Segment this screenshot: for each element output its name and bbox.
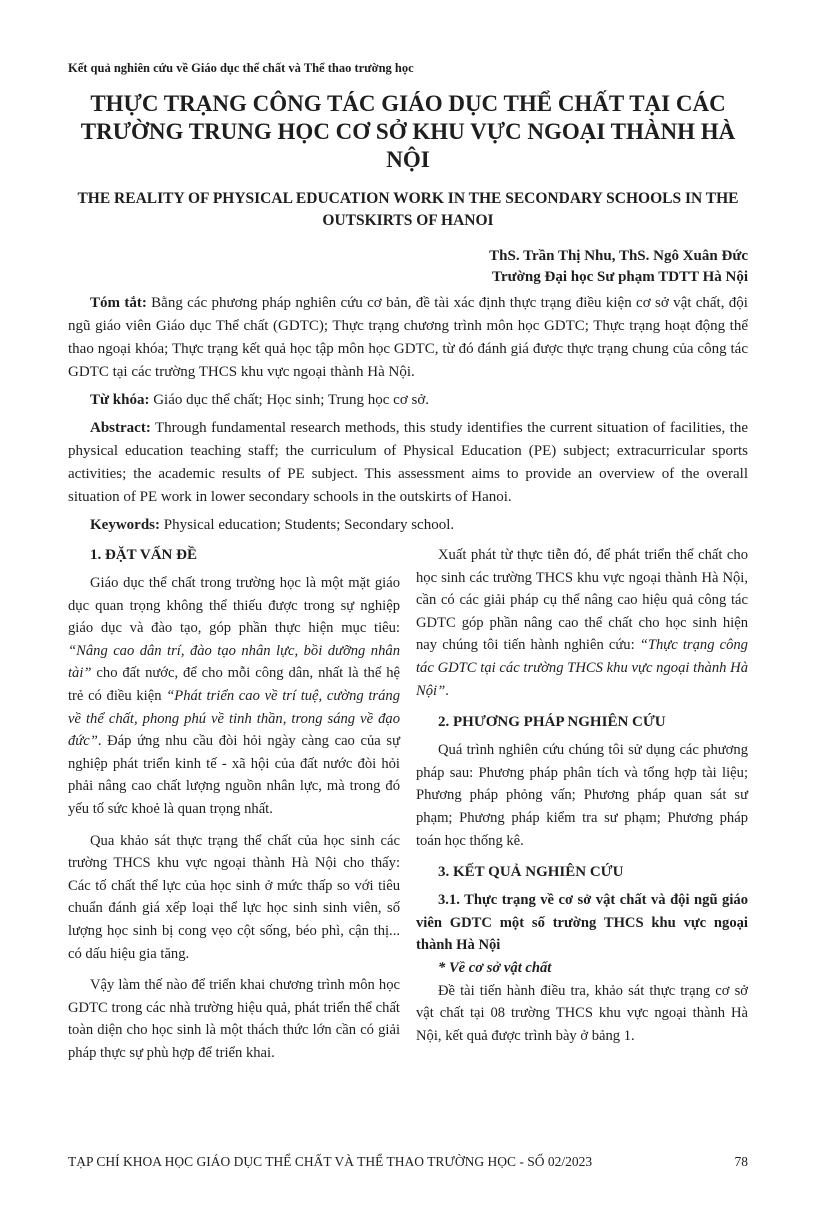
quote: “Nâng cao dân trí, đào tạo nhân lực, bồi dưỡng nhân tài” (68, 642, 400, 682)
section-heading: 1. ĐẶT VẤN ĐỀ (90, 547, 197, 563)
label: Abstract: (90, 420, 151, 436)
label: Tóm tắt: (90, 295, 147, 311)
page-number: 78 (734, 1154, 748, 1169)
section-heading: 3. KẾT QUẢ NGHIÊN CỨU (438, 864, 624, 881)
paragraph: Vậy làm thế nào để triển khai chương trình môn học GDTC trong các nhà trường hiệu quả, phát triển thể chất toàn diện cho học sinh là một thách thức lớn cần có giải pháp thực sự phù hợp để triển khai. (68, 977, 400, 1061)
page (68, 0, 748, 1170)
abstract-english (68, 417, 748, 509)
title-english: THE REALITY OF PHYSICAL EDUCATION WORK IN THE SECONDARY SCHOOLS IN THE OUTSKIRTS OF HANOI (77, 190, 739, 229)
text: . Đáp ứng nhu cầu đòi hỏi ngày càng cao của sự nghiệp phát triển kinh tế - xã hội của đất nước đòi hỏi phải nâng cao chất lượng nguồn nhân lực, mà trong đó yếu tố sức khoẻ là quan trọng nhất. (68, 733, 400, 817)
text: Through fundamental research methods, this study identifies the current situation of facilities, the physical education teaching staff; the curriculum of Physical Education (PE) subject; extracurricular sports activities; the academic results of PE subject. This assessment aims to provide an overview of the overall situation of PE work in lower secondary schools in the outskirts of Hanoi. (68, 420, 748, 505)
subsection-heading: 3.1. Thực trạng về cơ sở vật chất và đội ngũ giáo viên GDTC một số trường THCS khu vực ngoại thành Hà Nội (416, 892, 748, 954)
subsection-subheading (416, 957, 748, 980)
journal-name: TẠP CHÍ KHOA HỌC GIÁO DỤC THỂ CHẤT VÀ THỂ THAO TRƯỜNG HỌC - SỐ 02/2023 (68, 1154, 593, 1169)
left-column (68, 544, 400, 1073)
text: Physical education; Students; Secondary school. (160, 517, 455, 533)
keywords-english (68, 514, 748, 537)
paragraph: Đề tài tiến hành điều tra, khảo sát thực trạng cơ sở vật chất tại 08 trường THCS khu vực ngoại thành Hà Nội, kết quả được trình bày ở bảng 1. (416, 982, 748, 1044)
keywords-vietnamese (68, 389, 748, 412)
abstract-block (68, 292, 748, 542)
text: Xuất phát từ thực tiễn đó, để phát triển thể chất cho học sinh các trường THCS khu vực ngoại thành Hà Nội, cần có các giải pháp cụ thể nâng cao hiệu quả công tác GDTC góp phần nâng cao thể chất cho học sinh hiện nay chúng tôi tiến hành nghiên cứu: (416, 547, 748, 654)
section-heading: 2. PHƯƠNG PHÁP NGHIÊN CỨU (438, 714, 666, 731)
author-block (68, 246, 748, 288)
text: . (445, 682, 449, 699)
label: Keywords: (90, 517, 160, 533)
paragraph: Quá trình nghiên cứu chúng tôi sử dụng các phương pháp sau: Phương pháp phân tích và tổng hợp tài liệu; Phương pháp phỏng vấn; Phương pháp quan sát sư phạm; Phương pháp kiểm tra sư phạm; Phương pháp toán học thống kê. (416, 742, 748, 849)
paragraph (416, 544, 748, 702)
label: Từ khóa: (90, 392, 150, 408)
text: Giáo dục thể chất trong trường học là một mặt giáo dục quan trọng không thể thiếu được trong sự nghiệp giáo dục và đào tạo, góp phần thực hiện mục tiêu: (68, 575, 400, 637)
page-footer (68, 1142, 748, 1170)
quote: “Phát triển cao về trí tuệ, cường tráng về thể chất, phong phú về tinh thần, trong sáng về đạo đức” (68, 687, 400, 750)
text: Bằng các phương pháp nghiên cứu cơ bản, đề tài xác định thực trạng điều kiện cơ sở vật chất, đội ngũ giáo viên Giáo dục Thể chất (GDTC); Thực trạng chương trình môn học GDTC; Thực trạng hoạt động thể thao ngoại khóa; Thực trạng kết quả học tập môn học GDTC, từ đó đánh giá được thực trạng chung của công tác GDTC tại các trường THCS khu vực ngoại thành Hà Nội. (68, 295, 748, 380)
quote: “Thực trạng công tác GDTC tại các trường THCS khu vực ngoại thành Hà Nội” (416, 637, 748, 699)
authors: ThS. Trần Thị Nhu, ThS. Ngô Xuân Đức (489, 248, 748, 264)
paragraph: Qua khảo sát thực trạng thể chất của học sinh các trường THCS khu vực ngoại thành Hà Nội cho thấy: Các tố chất thể lực của học sinh ở mức thấp so với tiêu chuẩn đánh giá xếp loại thể lực học sinh sinh viên, số lượng học sinh bị cong vẹo cột sống, béo phì, cận thị... có dấu hiệu gia tăng. (68, 832, 400, 962)
text: cho đất nước, để cho mỗi công dân, nhất là thế hệ trẻ có điều kiện (68, 665, 400, 704)
affiliation: Trường Đại học Sư phạm TDTT Hà Nội (492, 269, 748, 285)
body-columns (68, 544, 748, 1073)
right-column (416, 544, 748, 1073)
paragraph (68, 572, 400, 821)
running-header: Kết quả nghiên cứu về Giáo dục thể chất và Thể thao trường học (68, 61, 414, 75)
abstract-vietnamese (68, 292, 748, 384)
text: * Về cơ sở vật chất (438, 959, 552, 976)
text: Giáo dục thể chất; Học sinh; Trung học cơ sở. (149, 392, 430, 408)
title-vietnamese: THỰC TRẠNG CÔNG TÁC GIÁO DỤC THỂ CHẤT TẠI CÁC TRƯỜNG TRUNG HỌC CƠ SỞ KHU VỰC NGOẠI THÀNH HÀ NỘI (80, 91, 736, 172)
